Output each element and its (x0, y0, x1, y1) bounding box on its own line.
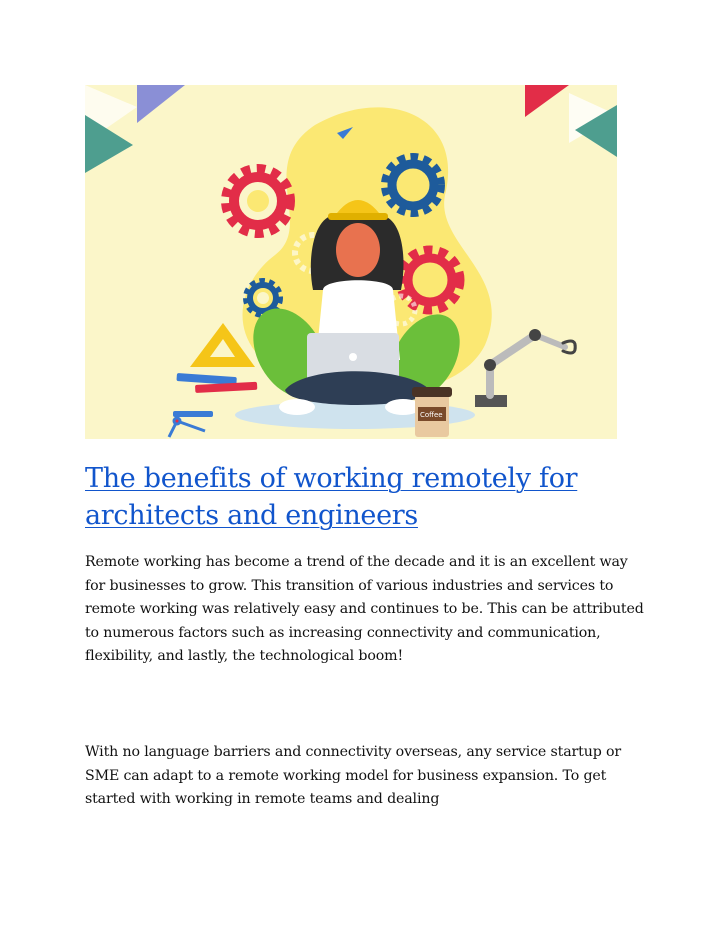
body-paragraph: Remote working has become a trend of the decade and it is an excellent way for businesses to grow. This transition of various industries and services to remote working was relatively easy and continues to be. This can be attributed to numerous factors such as increasing connectivity and communication, flexibility, and lastly, the technological boom! (85, 554, 644, 664)
cup-label: Coffee (420, 411, 443, 419)
hero-illustration (85, 85, 617, 439)
article-title-link[interactable]: The benefits of working remotely for architects and engineers (85, 463, 578, 531)
pencil-icon (173, 411, 213, 417)
body-paragraph: With no language barriers and connectivity overseas, any service startup or SME can adapt to a remote working model for business expansion. To get started with working in remote teams and dealing (85, 744, 622, 807)
